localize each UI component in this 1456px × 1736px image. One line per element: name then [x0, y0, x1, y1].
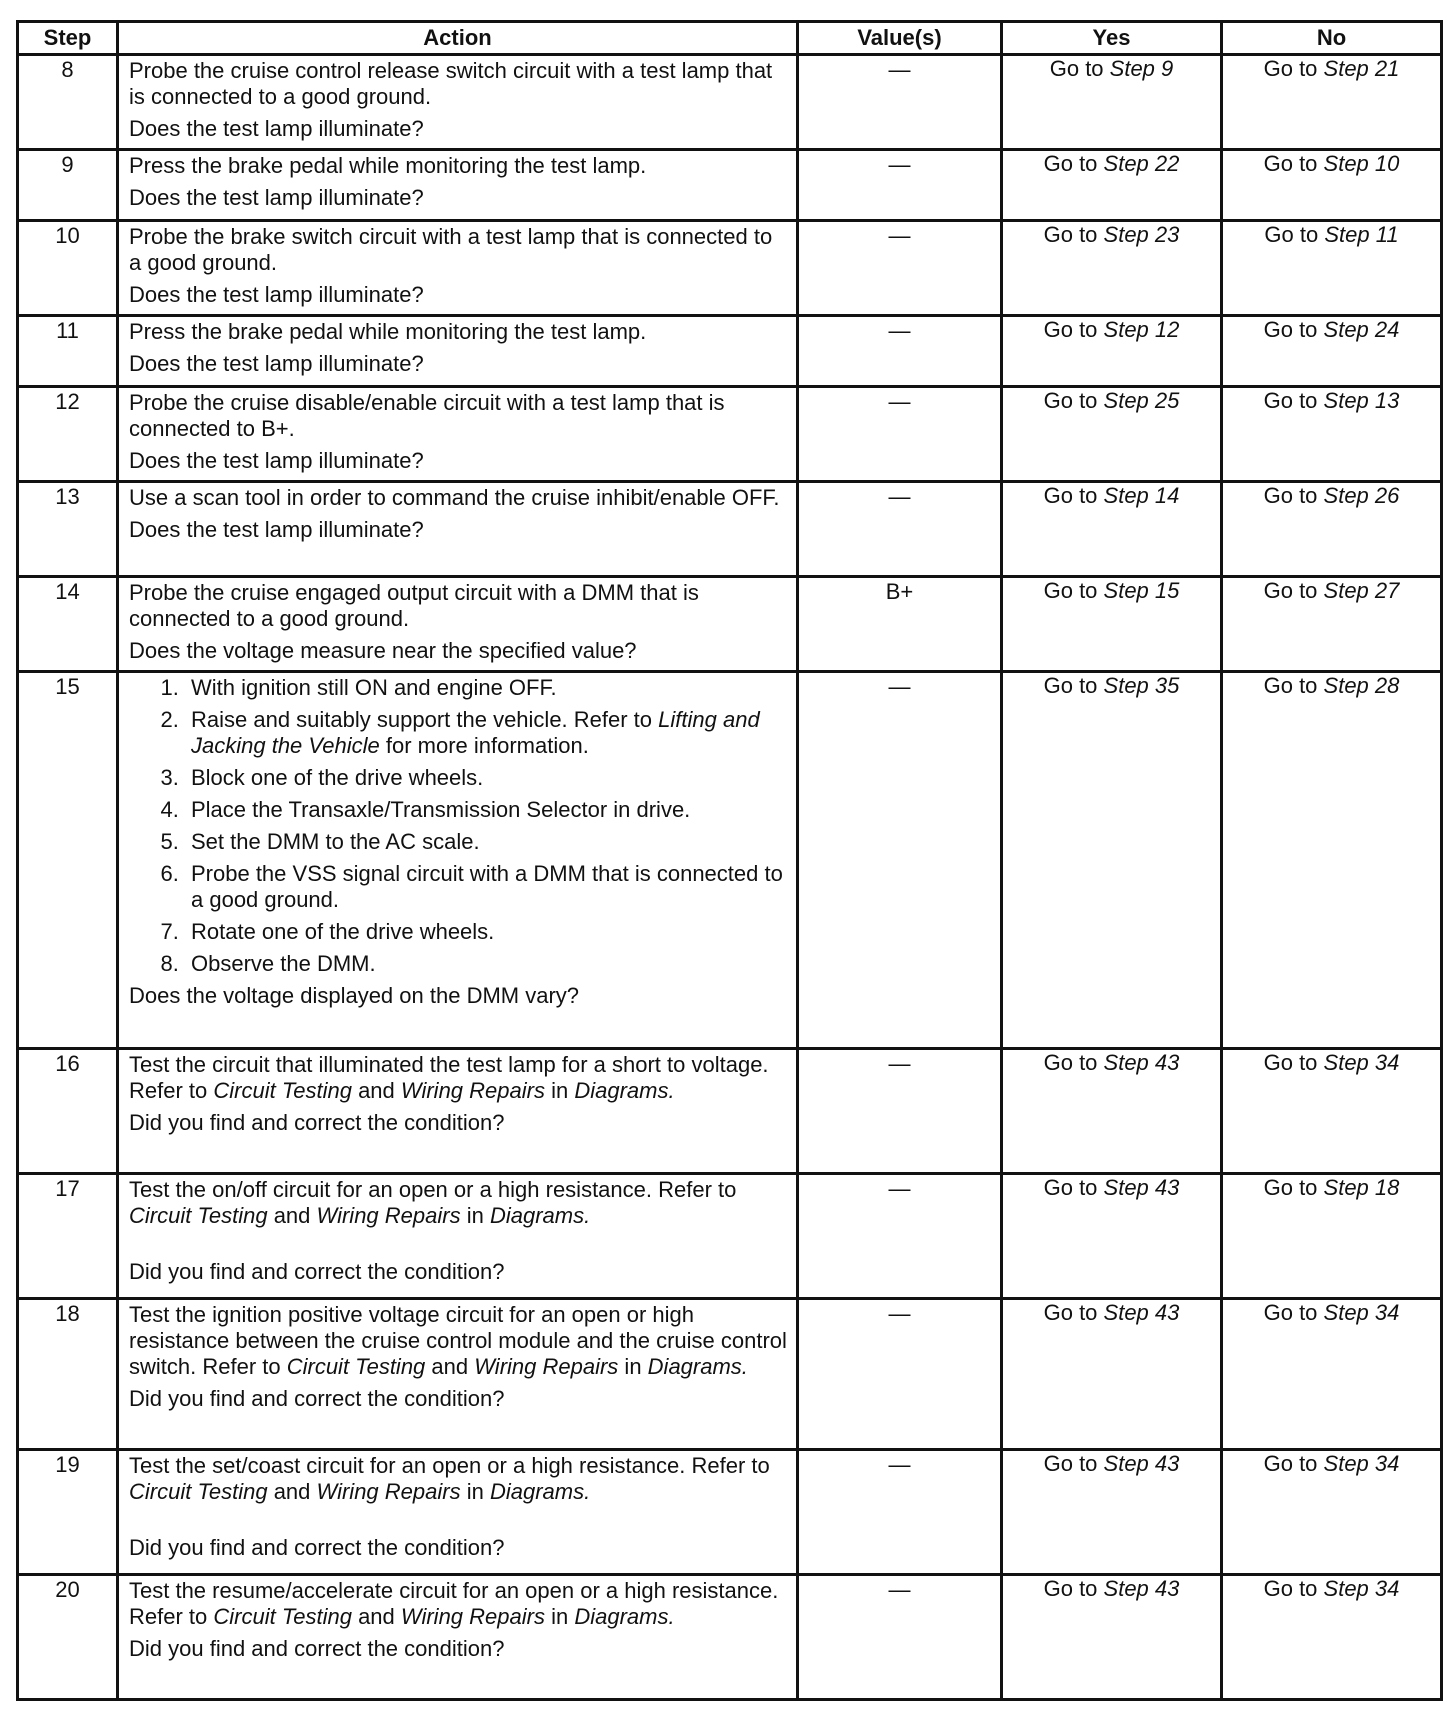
step-number: 14 — [18, 577, 118, 672]
substep-item: 1. With ignition still ON and engine OFF. — [185, 675, 788, 701]
step-number: 11 — [18, 316, 118, 387]
table-row — [18, 316, 1442, 387]
action-cell — [118, 672, 798, 1049]
no-link[interactable]: Go to Step 10 — [1263, 151, 1400, 176]
no-cell — [1222, 1174, 1442, 1299]
reference-link[interactable]: Circuit Testing — [286, 1354, 426, 1379]
yes-cell — [1002, 1450, 1222, 1575]
value-cell: — — [798, 1049, 1002, 1174]
action-cell — [118, 482, 798, 577]
yes-cell — [1002, 482, 1222, 577]
value-cell: — — [798, 1450, 1002, 1575]
step-number: 12 — [18, 387, 118, 482]
value-cell: — — [798, 482, 1002, 577]
action-question: Does the test lamp illuminate? — [129, 448, 424, 473]
no-cell — [1222, 672, 1442, 1049]
header-yes: Yes — [1002, 22, 1222, 55]
action-instruction: Test the resume/accelerate circuit for an open or a high resistance. Refer to Circuit Testing and Wiring Repairs in Diagrams. — [129, 1578, 779, 1629]
yes-cell — [1002, 55, 1222, 150]
yes-cell — [1002, 1575, 1222, 1700]
action-question: Does the test lamp illuminate? — [129, 116, 424, 141]
table-row — [18, 1575, 1442, 1700]
yes-cell — [1002, 221, 1222, 316]
reference-link[interactable]: Wiring Repairs — [316, 1203, 461, 1228]
table-row — [18, 387, 1442, 482]
no-link[interactable]: Go to Step 27 — [1263, 578, 1400, 603]
action-cell — [118, 221, 798, 316]
action-cell — [118, 55, 798, 150]
yes-cell — [1002, 1049, 1222, 1174]
reference-link[interactable]: Circuit Testing — [129, 1479, 268, 1504]
value-cell: — — [798, 387, 1002, 482]
action-question: Did you find and correct the condition? — [129, 1535, 505, 1560]
yes-link[interactable]: Go to Step 43 — [1043, 1300, 1180, 1325]
table-row — [18, 1450, 1442, 1575]
yes-link[interactable]: Go to Step 43 — [1043, 1576, 1180, 1601]
reference-link[interactable]: Diagrams. — [647, 1354, 748, 1379]
header-row — [18, 22, 1442, 55]
yes-link[interactable]: Go to Step 43 — [1043, 1050, 1180, 1075]
no-cell — [1222, 55, 1442, 150]
no-link[interactable]: Go to Step 24 — [1263, 317, 1400, 342]
reference-link[interactable]: Wiring Repairs — [400, 1604, 545, 1629]
action-cell — [118, 316, 798, 387]
yes-cell — [1002, 150, 1222, 221]
no-link[interactable]: Go to Step 21 — [1263, 56, 1400, 81]
value-cell: — — [798, 672, 1002, 1049]
step-number: 8 — [18, 55, 118, 150]
yes-link[interactable]: Go to Step 22 — [1043, 151, 1180, 176]
no-cell — [1222, 1299, 1442, 1450]
action-instruction: Press the brake pedal while monitoring the test lamp. — [129, 319, 647, 344]
action-question: Did you find and correct the condition? — [129, 1259, 505, 1284]
step-number: 20 — [18, 1575, 118, 1700]
yes-link[interactable]: Go to Step 15 — [1043, 578, 1180, 603]
reference-link[interactable]: Circuit Testing — [213, 1604, 352, 1629]
reference-link[interactable]: Circuit Testing — [213, 1078, 352, 1103]
step-number: 10 — [18, 221, 118, 316]
yes-cell — [1002, 672, 1222, 1049]
header-values: Value(s) — [798, 22, 1002, 55]
substep-item: 7. Rotate one of the drive wheels. — [185, 919, 788, 945]
step-number: 19 — [18, 1450, 118, 1575]
value-cell: — — [798, 55, 1002, 150]
value-cell: — — [798, 1299, 1002, 1450]
yes-cell — [1002, 577, 1222, 672]
substep-item: 3. Block one of the drive wheels. — [185, 765, 788, 791]
action-cell — [118, 1049, 798, 1174]
table-row — [18, 577, 1442, 672]
action-cell — [118, 150, 798, 221]
action-cell — [118, 1575, 798, 1700]
reference-link[interactable]: Wiring Repairs — [474, 1354, 619, 1379]
action-instruction: Test the on/off circuit for an open or a high resistance. Refer to Circuit Testing and Wiring Repairs in Diagrams. — [129, 1177, 737, 1228]
action-instruction: Probe the cruise disable/enable circuit with a test lamp that is connected to B+. — [129, 390, 725, 441]
yes-cell — [1002, 1174, 1222, 1299]
no-cell — [1222, 1049, 1442, 1174]
reference-link[interactable]: Circuit Testing — [129, 1203, 268, 1228]
substep-item: 8. Observe the DMM. — [185, 951, 788, 977]
reference-link[interactable]: Diagrams. — [489, 1479, 591, 1504]
yes-cell — [1002, 1299, 1222, 1450]
value-cell: — — [798, 221, 1002, 316]
yes-link[interactable]: Go to Step 23 — [1043, 222, 1180, 247]
reference-link[interactable]: Diagrams. — [574, 1604, 675, 1629]
substep-list — [129, 675, 788, 977]
value-cell: — — [798, 150, 1002, 221]
header-no: No — [1222, 22, 1442, 55]
no-cell — [1222, 221, 1442, 316]
header-step: Step — [18, 22, 118, 55]
table-row — [18, 1299, 1442, 1450]
table-row — [18, 150, 1442, 221]
table-row — [18, 221, 1442, 316]
action-instruction: Test the circuit that illuminated the test lamp for a short to voltage. Refer to Circuit Testing and Wiring Repairs in Diagrams. — [129, 1052, 769, 1103]
no-link[interactable]: Go to Step 11 — [1264, 222, 1399, 247]
action-instruction: Press the brake pedal while monitoring the test lamp. — [129, 153, 647, 178]
yes-link[interactable]: Go to Step 9 — [1049, 56, 1174, 81]
action-question: Did you find and correct the condition? — [129, 1110, 505, 1135]
step-number: 9 — [18, 150, 118, 221]
action-question: Did you find and correct the condition? — [129, 1636, 505, 1661]
yes-link[interactable]: Go to Step 35 — [1043, 673, 1180, 698]
step-number: 13 — [18, 482, 118, 577]
action-instruction: Probe the brake switch circuit with a test lamp that is connected to a good ground. — [129, 224, 773, 275]
action-question: Does the voltage measure near the specified value? — [129, 638, 637, 663]
action-cell — [118, 577, 798, 672]
substep-item: 2. Raise and suitably support the vehicle. Refer to Lifting and Jacking the Vehicle for more information. — [185, 707, 788, 759]
action-cell — [118, 387, 798, 482]
action-question: Does the test lamp illuminate? — [129, 351, 424, 376]
value-cell: — — [798, 316, 1002, 387]
yes-link[interactable]: Go to Step 25 — [1043, 388, 1180, 413]
action-question: Did you find and correct the condition? — [129, 1386, 505, 1411]
action-question: Does the voltage displayed on the DMM vary? — [129, 983, 580, 1008]
action-question: Does the test lamp illuminate? — [129, 517, 424, 542]
diagnostic-table — [16, 20, 1443, 1701]
substep-item: 6. Probe the VSS signal circuit with a DMM that is connected to a good ground. — [185, 861, 788, 913]
no-cell — [1222, 1450, 1442, 1575]
reference-link[interactable]: Diagrams. — [574, 1078, 675, 1103]
table-row — [18, 672, 1442, 1049]
table-row — [18, 482, 1442, 577]
yes-link[interactable]: Go to Step 43 — [1043, 1175, 1180, 1200]
no-cell — [1222, 316, 1442, 387]
action-instruction: Test the set/coast circuit for an open or a high resistance. Refer to Circuit Testing and Wiring Repairs in Diagrams. — [129, 1453, 770, 1504]
action-instruction: Test the ignition positive voltage circuit for an open or high resistance between the cruise control module and the cruise control switch. Refer to Circuit Testing and Wiring Repairs in Diagrams. — [129, 1302, 787, 1379]
substep-item: 4. Place the Transaxle/Transmission Selector in drive. — [185, 797, 788, 823]
table-row — [18, 1049, 1442, 1174]
yes-link[interactable]: Go to Step 12 — [1043, 317, 1180, 342]
no-cell — [1222, 387, 1442, 482]
no-link[interactable]: Go to Step 26 — [1263, 483, 1400, 508]
reference-link[interactable]: Wiring Repairs — [316, 1479, 461, 1504]
no-cell — [1222, 1575, 1442, 1700]
step-number: 17 — [18, 1174, 118, 1299]
no-link[interactable]: Go to Step 34 — [1263, 1050, 1400, 1075]
value-cell: — — [798, 1575, 1002, 1700]
action-cell — [118, 1450, 798, 1575]
action-question: Does the test lamp illuminate? — [129, 282, 424, 307]
action-instruction: Use a scan tool in order to command the cruise inhibit/enable OFF. — [129, 485, 780, 510]
no-link[interactable]: Go to Step 34 — [1263, 1576, 1400, 1601]
yes-cell — [1002, 316, 1222, 387]
action-instruction: Probe the cruise engaged output circuit with a DMM that is connected to a good ground. — [129, 580, 699, 631]
action-cell — [118, 1299, 798, 1450]
yes-cell — [1002, 387, 1222, 482]
value-cell: B+ — [798, 577, 1002, 672]
step-number: 18 — [18, 1299, 118, 1450]
reference-link[interactable]: Diagrams. — [489, 1203, 591, 1228]
no-cell — [1222, 150, 1442, 221]
header-action: Action — [118, 22, 798, 55]
action-instruction: Probe the cruise control release switch circuit with a test lamp that is connected to a good ground. — [129, 58, 773, 109]
table-row — [18, 55, 1442, 150]
action-question: Does the test lamp illuminate? — [129, 185, 424, 210]
action-cell — [118, 1174, 798, 1299]
no-link[interactable]: Go to Step 18 — [1263, 1175, 1400, 1200]
no-link[interactable]: Go to Step 28 — [1263, 673, 1400, 698]
table-row — [18, 1174, 1442, 1299]
reference-link[interactable]: Lifting and Jacking the Vehicle — [191, 707, 760, 758]
no-cell — [1222, 577, 1442, 672]
step-number: 15 — [18, 672, 118, 1049]
no-link[interactable]: Go to Step 34 — [1263, 1300, 1400, 1325]
yes-link[interactable]: Go to Step 14 — [1043, 483, 1180, 508]
no-link[interactable]: Go to Step 34 — [1263, 1451, 1400, 1476]
substep-item: 5. Set the DMM to the AC scale. — [185, 829, 788, 855]
no-cell — [1222, 482, 1442, 577]
reference-link[interactable]: Wiring Repairs — [400, 1078, 545, 1103]
step-number: 16 — [18, 1049, 118, 1174]
value-cell: — — [798, 1174, 1002, 1299]
yes-link[interactable]: Go to Step 43 — [1043, 1451, 1180, 1476]
no-link[interactable]: Go to Step 13 — [1263, 388, 1400, 413]
